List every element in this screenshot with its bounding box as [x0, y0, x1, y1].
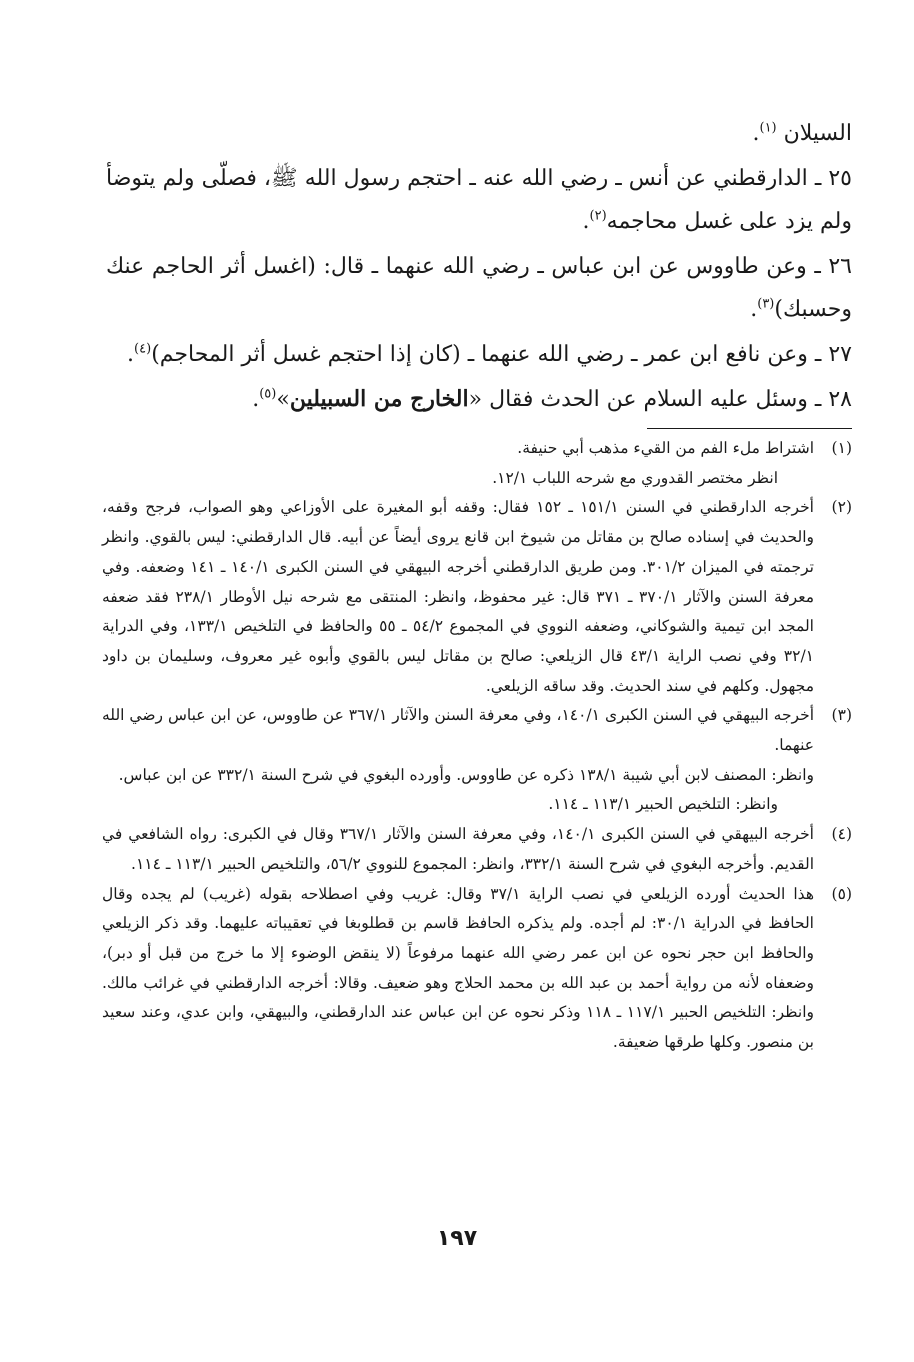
footnote-ref-4: (٤) [134, 341, 152, 357]
footnote-1-line-2: انظر مختصر القدوري مع شرحه اللباب ١٢/١. [492, 468, 778, 487]
footnote-3-line-3: وانظر: التلخيص الحبير ١١٣/١ ـ ١١٤. [548, 795, 778, 814]
hadith-28-text-start: ٢٨ ـ وسئل عليه السلام عن الحدث فقال « [468, 387, 852, 412]
hadith-25-text: ٢٥ ـ الدارقطني عن أنس ـ رضي الله عنه ـ احتجم رسول الله ﷺ، فصلّى ولم يتوضأ ولم يزد على غسل محاجمه [106, 166, 852, 234]
footnote-ref-3: (٣) [757, 296, 775, 312]
footnote-5 [102, 880, 852, 1058]
hadith-27-text: ٢٧ ـ وعن نافع ابن عمر ـ رضي الله عنهما ـ (كان إذا احتجم غسل أثر المحاجم) [151, 342, 852, 367]
footnote-3-text: أخرجه البيهقي في السنن الكبرى ١٤٠/١، وفي معرفة السنن والآثار ٣٦٧/١ عن طاووس، عن ابن عباس رضي الله عنهما. [102, 706, 814, 755]
hadith-27: ٢٧ ـ وعن نافع ابن عمر ـ رضي الله عنهما ـ (كان إذا احتجم غسل أثر المحاجم)$^{(٤)}$. [127, 341, 852, 367]
hadith-28: ٢٨ ـ وسئل عليه السلام عن الحدث فقال «الخارج من السبيلين»$^{(٥)}$. [252, 386, 852, 412]
footnote-2 [102, 493, 852, 701]
paragraph-intro: السيلان $^{(١)}$. [752, 120, 852, 146]
intro-text: السيلان [783, 121, 852, 146]
footnote-1-number: (١) [831, 439, 852, 457]
footnote-1 [102, 434, 852, 493]
hadith-26-text: ٢٦ ـ وعن طاووس عن ابن عباس ـ رضي الله عنهما ـ قال: (اغسل أثر الحاجم عنك وحسبك) [106, 254, 852, 322]
footnote-4 [102, 820, 852, 879]
footnote-3-number: (٣) [831, 706, 852, 725]
footnote-2-number: (٢) [831, 498, 852, 517]
footnote-1-line-1: اشتراط ملء الفم من القيء مذهب أبي حنيفة. [517, 439, 814, 457]
footnote-5-number: (٥) [831, 884, 852, 903]
hadith-25: ٢٥ ـ الدارقطني عن أنس ـ رضي الله عنه ـ احتجم رسول الله ﷺ، فصلّى ولم يتوضأ ولم يزد على غسل محاجمه$^{(٢)}$. [106, 166, 852, 234]
footnote-3-line-2: وانظر: المصنف لابن أبي شيبة ١٣٨/١ ذكره عن طاووس. وأورده البغوي في شرح السنة ٣٣٢/١ عن ابن عباس. [118, 765, 814, 784]
footnote-ref-2: (٢) [589, 208, 607, 224]
footnote-4-text: أخرجه البيهقي في السنن الكبرى ١٤٠/١، وفي معرفة السنن والآثار ٣٦٧/١ وقال في الكبرى: رواه الشافعي في القديم. وأخرجه البغوي في شرح السنة ٣٣٢/١، وانظر: المجموع للنووي ٥٦/٢، والتلخيص الحبير ١١٣/١ ـ ١١٤. [102, 825, 814, 873]
footnote-ref-5: (٥) [259, 386, 277, 402]
footnote-2-text: أخرجه الدارقطني في السنن ١٥١/١ ـ ١٥٢ فقال: وقفه أبو المغيرة على الأوزاعي وهو الصواب، فرجح وقفه، والحديث في إسناده صالح بن مقاتل من شيوخ ابن قانع يروى أيضاً عن أبيه. قال الدارقطني: ليس بالقوي. وانظر ترجمته في الميزان ٣٠١/٢. ومن طريق الدارقطني أخرجه البيهقي في السنن الكبرى ١٤٠/١ ـ ١٤١ وضعفه. وفي معرفة السنن والآثار ٣٧٠/١ ـ ٣٧١ قال: غير محفوظ، وانظر: المنتقى مع شرحه نيل الأوطار ٢٣٨/١ فقد ضعفه المجد ابن تيمية والشوكاني، وضعفه النووي في المجموع ٥٤/٢ ـ ٥٥ والحافظ في التلخيص ١٣٣/١، وفي الدراية ٣٢/١ وفي نصب الراية ٤٣/١ قال الزيلعي: صالح بن مقاتل ليس بالقوي وأبوه غير معروف، وسليمان بن داود مجهول. وكلهم في سند الحديث. وقد ساقه الزيلعي. [102, 498, 814, 695]
footnote-5-text: هذا الحديث أورده الزيلعي في نصب الراية ٣٧/١ وقال: غريب وفي اصطلاحه بقوله (غريب) لم يجده وقال الحافظ في الدراية ٣٠/١: لم أجده. ولم يذكره الحافظ قاسم بن قطلوبغا في تعقيباته عليهما. وقد ذكر الزيلعي والحافظ ابن حجر نحوه عن ابن عمر رضي الله عنهما مرفوعاً (لا ينقض الوضوء إلا ما خرج من قبل أو دبر)، وضعفاه لأنه من رواية أحمد بن عبد الله بن محمد الحلاج وهو ضعيف. وقالا: أخرجه الدارقطني في غرائب مالك. وانظر: التلخيص الحبير ١١٧/١ ـ ١١٨ وذكر نحوه عن ابن عباس عند الدارقطني، والبيهقي، وابن عدي، وعند سعيد بن منصور. وكلها طرقها ضعيفة. [102, 884, 814, 1052]
hadith-28-quote: الخارج من السبيلين [289, 386, 469, 412]
page-number: ١٩٧ [436, 1226, 478, 1251]
main-text-block [106, 112, 852, 423]
hadith-26: ٢٦ ـ وعن طاووس عن ابن عباس ـ رضي الله عنهما ـ قال: (اغسل أثر الحاجم عنك وحسبك)$^{(٣)}$. [106, 254, 852, 322]
footnote-4-number: (٤) [831, 825, 852, 844]
footnotes-block [102, 434, 852, 1058]
footnote-divider [647, 428, 852, 429]
footnote-ref-1: (١) [759, 120, 777, 136]
footnote-3 [102, 701, 852, 820]
hadith-28-text-end: » [276, 387, 290, 412]
